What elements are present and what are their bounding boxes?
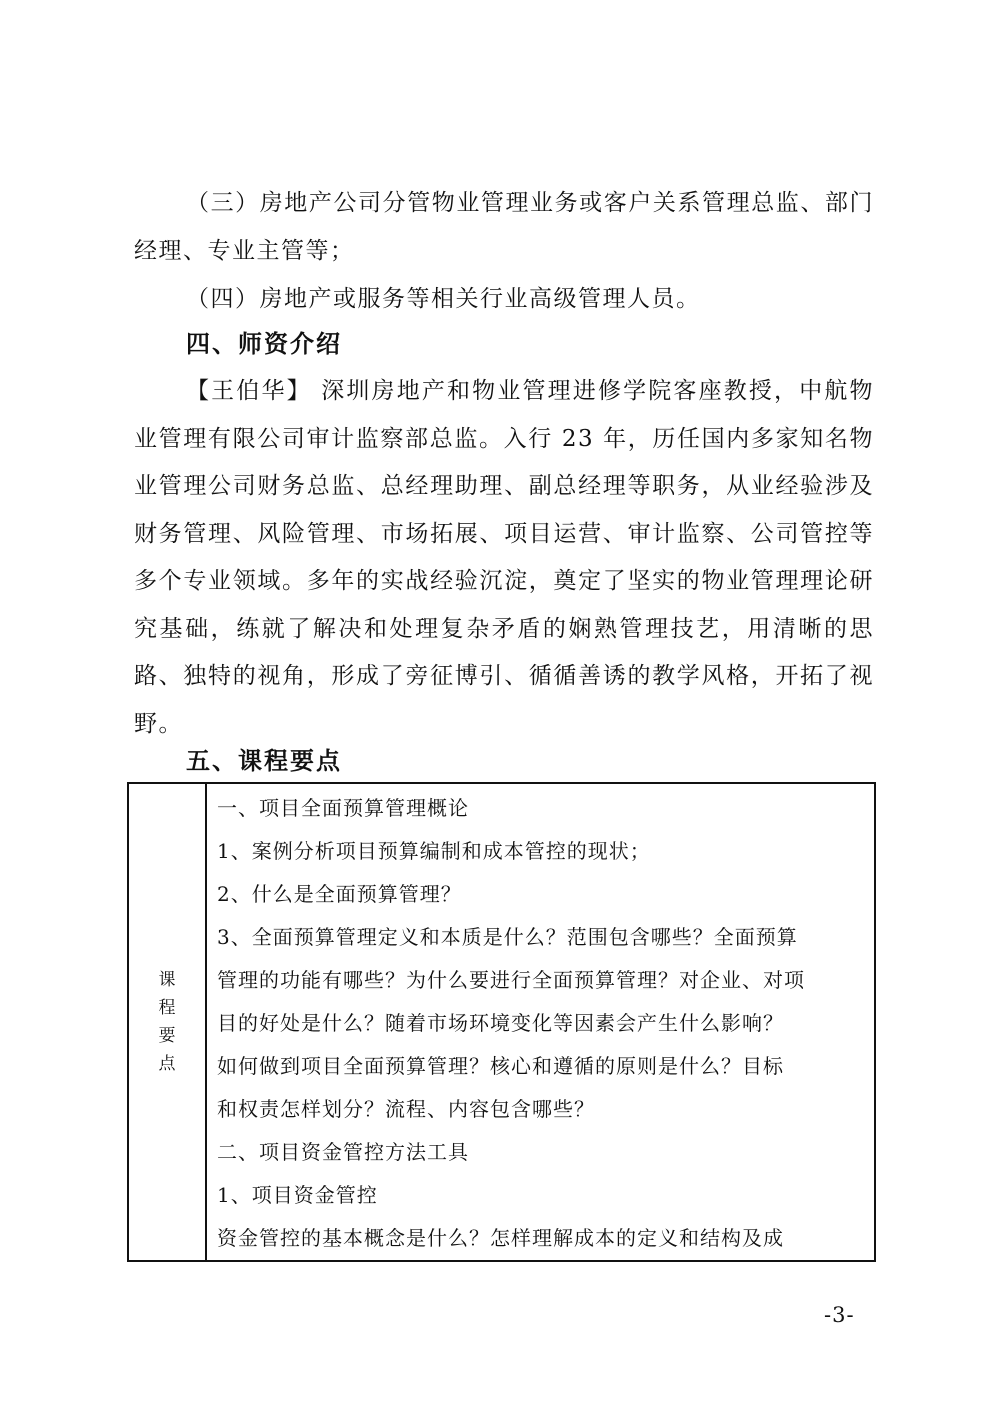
outline-line: 如何做到项目全面预算管理？核心和遵循的原则是什么？目标 <box>217 1054 784 1078</box>
outline-line: 一、项目全面预算管理概论 <box>217 796 469 820</box>
course-outline-table <box>127 782 876 1262</box>
outline-line: 1、项目资金管控 <box>217 1183 378 1207</box>
outline-content-cell <box>206 783 875 1261</box>
outline-lines <box>207 784 874 1260</box>
paragraph-audience-four: （四）房地产或服务等相关行业高级管理人员。 <box>186 286 701 312</box>
outline-line: 二、项目资金管控方法工具 <box>217 1140 469 1164</box>
page-number: -3- <box>824 1303 855 1327</box>
heading-course-outline: 五、课程要点 <box>186 747 342 775</box>
paragraph-instructor-bio: 【王伯华】 深圳房地产和物业管理进修学院客座教授，中航物业管理有限公司审计监察部总监。入行 23 年，历任国内多家知名物业管理公司财务总监、总经理助理、副总经理等职务，从业经验涉及财务管理、风险管理、市场拓展、项目运营、审计监察、公司管控等多个专业领域。多年的实战经验沉淀，奠定了坚实的物业管理理论研究基础，练就了解决和处理复杂矛盾的娴熟管理技艺，用清晰的思路、独特的视角，形成了旁征博引、循循善诱的教学风格，开拓了视野。 <box>134 378 874 737</box>
outline-line: 资金管控的基本概念是什么？怎样理解成本的定义和结构及成 <box>217 1226 784 1250</box>
heading-faculty: 四、师资介绍 <box>186 330 342 358</box>
outline-label: 课程要点 <box>158 970 176 1074</box>
outline-line: 管理的功能有哪些？为什么要进行全面预算管理？对企业、对项 <box>217 968 805 992</box>
outline-line: 3、全面预算管理定义和本质是什么？范围包含哪些？全面预算 <box>217 925 798 949</box>
outline-label-cell <box>128 783 206 1261</box>
outline-line: 目的好处是什么？随着市场环境变化等因素会产生什么影响？ <box>217 1011 784 1035</box>
outline-line: 1、案例分析项目预算编制和成本管控的现状； <box>217 839 651 863</box>
outline-line: 和权责怎样划分？流程、内容包含哪些？ <box>217 1097 595 1121</box>
paragraph-audience-three: （三）房地产公司分管物业管理业务或客户关系管理总监、部门经理、专业主管等； <box>134 190 874 264</box>
outline-line: 2、什么是全面预算管理？ <box>217 882 462 906</box>
